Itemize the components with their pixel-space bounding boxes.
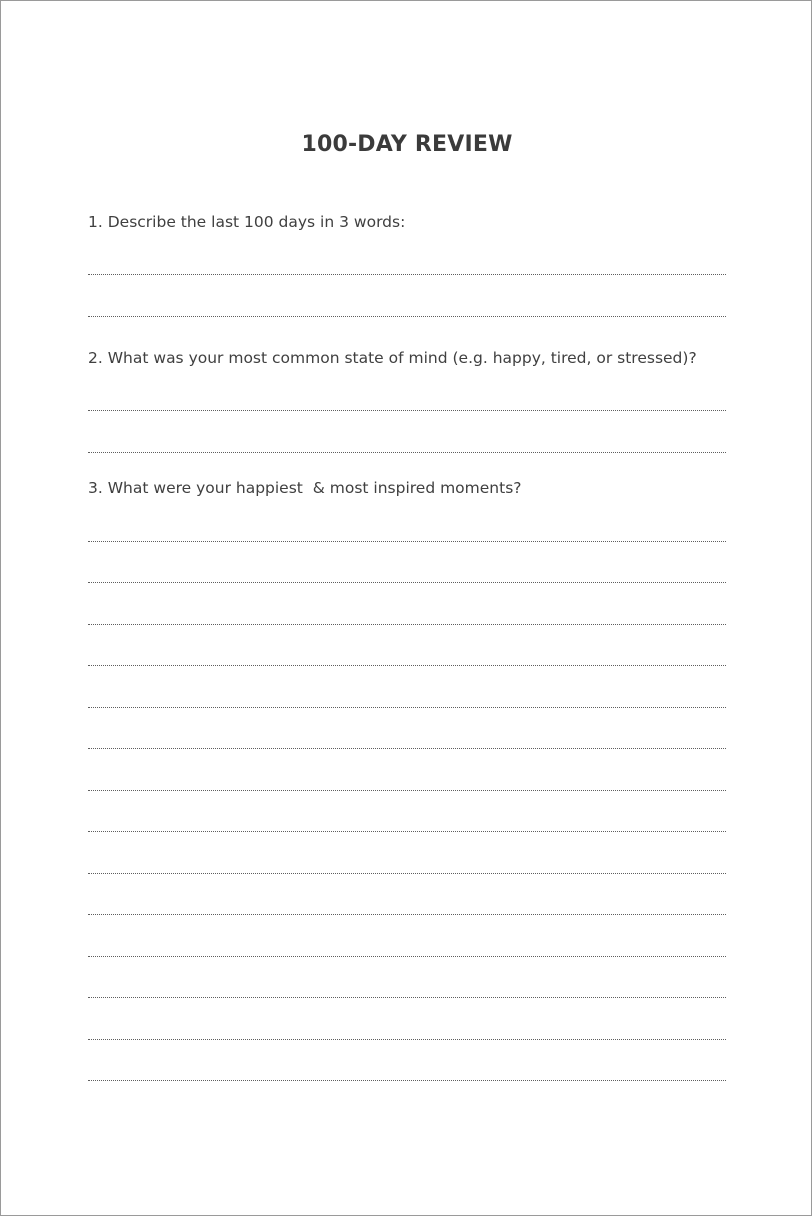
answer-line-q3[interactable]: [88, 914, 726, 915]
question-2: [88, 348, 697, 368]
answer-line-q1[interactable]: [88, 274, 726, 275]
question-1-text: Describe the last 100 days in 3 words:: [107, 213, 406, 231]
question-2-number: 2.: [88, 349, 103, 367]
answer-line-q3[interactable]: [88, 831, 726, 832]
answer-line-q3[interactable]: [88, 873, 726, 874]
answer-line-q3[interactable]: [88, 541, 726, 542]
page-title: 100-DAY REVIEW: [301, 132, 513, 157]
answer-line-q3[interactable]: [88, 1080, 726, 1081]
answer-line-q3[interactable]: [88, 582, 726, 583]
answer-line-q2[interactable]: [88, 452, 726, 453]
answer-line-q3[interactable]: [88, 748, 726, 749]
question-3-number: 3.: [88, 479, 103, 497]
question-1: [88, 212, 405, 232]
question-3-text: What were your happiest & most inspired moments?: [107, 479, 522, 497]
answer-line-q3[interactable]: [88, 665, 726, 666]
answer-line-q3[interactable]: [88, 790, 726, 791]
answer-line-q3[interactable]: [88, 956, 726, 957]
question-1-number: 1.: [88, 213, 103, 231]
answer-line-q3[interactable]: [88, 707, 726, 708]
question-2-text: What was your most common state of mind (e.g. happy, tired, or stressed)?: [107, 349, 697, 367]
answer-line-q3[interactable]: [88, 1039, 726, 1040]
answer-line-q3[interactable]: [88, 624, 726, 625]
answer-line-q2[interactable]: [88, 410, 726, 411]
answer-line-q1[interactable]: [88, 316, 726, 317]
question-3: [88, 478, 522, 498]
answer-line-q3[interactable]: [88, 997, 726, 998]
